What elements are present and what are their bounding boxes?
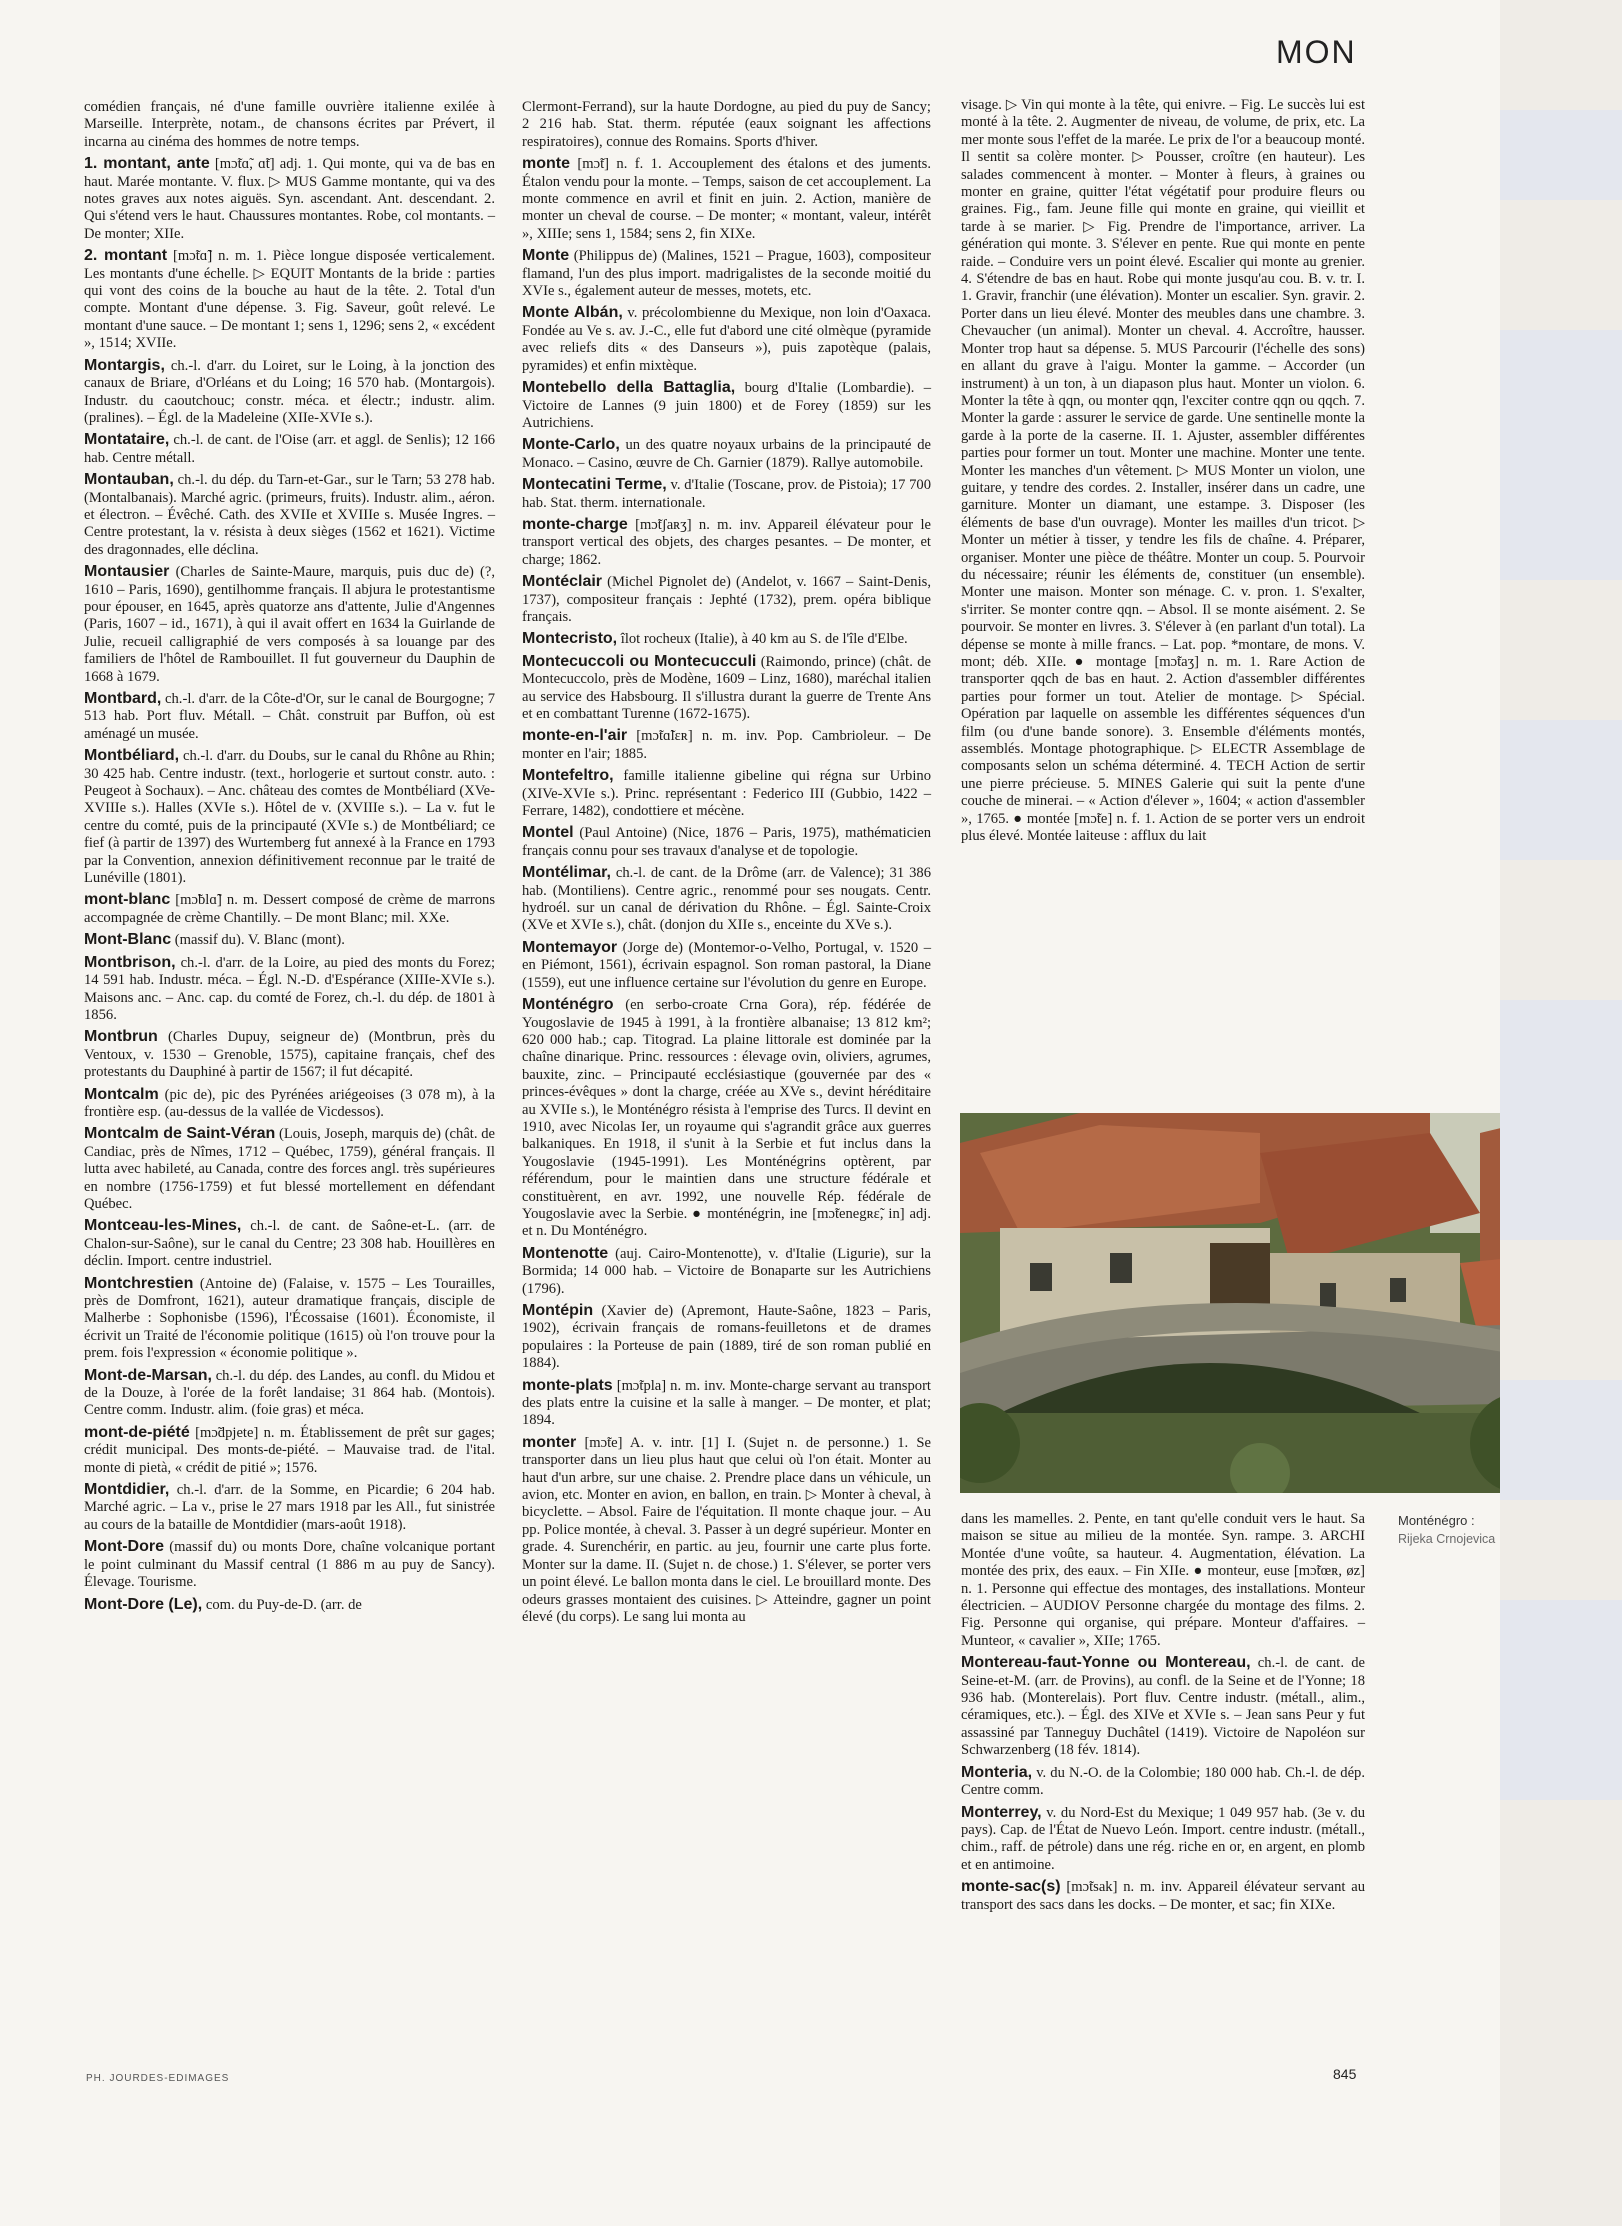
entry: Montbard, ch.-l. d'arr. de la Côte-d'Or, sur le canal de Bourgogne; 7 513 hab. Port fluv. Métall. – Chât. construit par Buffon, où est aménagé un musée. (84, 690, 495, 742)
entry: Clermont-Ferrand), sur la haute Dordogne, au pied du puy de Sancy; 2 216 hab. Stat. therm. réputée (eaux soignant les affections respiratoires), connue des Romains. Sports d'hiver. (522, 99, 931, 150)
entry: Montchrestien (Antoine de) (Falaise, v. 1575 – Les Tourailles, près de Domfront, 1621), auteur dramatique français, disciple de Malherbe : Sophonisbe (1596), l'Écossaise (1601). Économiste, il écrivit un Traité de l'économie politique (1615) où l'on trouve pour la prem. fois l'expression « économie politique ». (84, 1274, 495, 1362)
entry: dans les mamelles. 2. Pente, en tant qu'elle conduit vers le haut. Sa maison se situe au milieu de la montée. Syn. rampe. 3. ARCHI Montée d'une voûte, sa hauteur. 4. Augmentation, élévation. La montée des prix, des eaux. – Fin XIIe. ● monteur, euse [mɔ̃tœʀ, øz] n. 1. Personne qui effectue des montages, des installations. Monteur électricien. – AUDIOV Personne chargée du montage des films. 2. Fig. Personne qui organise, qui prépare. Monteur d'affaires. – Munteor, « cavalier », XIIe; 1765. (961, 1511, 1365, 1649)
entry: monte [mɔ̃t] n. f. 1. Accouplement des étalons et des juments. Étalon vendu pour la monte. – Temps, saison de cet accouplement. La monte commence en avril et finit en juin. 2. Action, manière de monter un cheval de course. – De monter; « montant, valeur, intérêt », XIIIe; sens 1, 1584; sens 2, fin XIXe. (522, 155, 931, 242)
entry: Montélimar, ch.-l. de cant. de la Drôme (arr. de Valence); 31 386 hab. (Montiliens). Centre agric., renommé pour ses nougats. Centr. hydroél. sur un canal de dérivation du Rhône. – Égl. Sainte-Croix (XVe et XVIe s.), chât. (donjon du XIIe s., enceinte du XVe s.). (522, 864, 931, 934)
montenegro-photo (960, 1113, 1564, 1493)
bridge-photo-illustration (960, 1113, 1564, 1493)
entry: Mont-de-Marsan, ch.-l. du dép. des Landes, au confl. du Midou et de la Douze, à l'orée de la forêt landaise; 31 864 hab. (Montois). Centre comm. Industr. alim. (foie gras) et méca. (84, 1366, 495, 1419)
entry: Monterrey, v. du Nord-Est du Mexique; 1 049 957 hab. (3e v. du pays). Cap. de l'État de Nuevo León. Import. centre industr. (métall., chim., raff. de pétrole) dans une rég. riche en or, en argent, en plomb et en antimoine. (961, 1803, 1365, 1873)
column-2 (522, 98, 931, 1630)
entry: Montéclair (Michel Pignolet de) (Andelot, v. 1667 – Saint-Denis, 1737), compositeur français : Jephté (1732), prem. opéra biblique français. (522, 573, 931, 625)
adjacent-page-edge (1500, 0, 1622, 2226)
entry: Monte-Carlo, un des quatre noyaux urbains de la principauté de Monaco. – Casino, œuvre de Ch. Garnier (1879). Rallye automobile. (522, 436, 931, 471)
entry: Montcalm (pic de), pic des Pyrénées ariégeoises (3 078 m), à la frontière esp. (au-dessus de la vallée de Vicdessos). (84, 1085, 495, 1120)
entry: Mont-Blanc (massif du). V. Blanc (mont). (84, 931, 345, 949)
entry: Montataire, ch.-l. de cant. de l'Oise (arr. et aggl. de Senlis); 12 166 hab. Centre métall. (84, 431, 495, 466)
entry: Montceau-les-Mines, ch.-l. de cant. de Saône-et-L. (arr. de Chalon-sur-Saône), sur le canal du Centre; 23 308 hab. Houillères en déclin. Import. centre industriel. (84, 1217, 495, 1270)
entry: Montebello della Battaglia, bourg d'Italie (Lombardie). – Victoire de Lannes (9 juin 1800) et de Forey (1859) sur les Autrichiens. (522, 379, 932, 431)
entry: Montépin (Xavier de) (Apremont, Haute-Saône, 1823 – Paris, 1902), écrivain français de romans-feuilletons et de drames populaires : la Porteuse de pain (1889, tiré de son roman publié en 1884). (522, 1302, 931, 1372)
entry: Montausier (Charles de Sainte-Maure, marquis, puis duc de) (?, 1610 – Paris, 1690), gentilhomme français. Il abjura le protestantisme pour épouser, en 1645, après quatorze ans d'attente, Julie d'Angennes (Paris, 1607 – id., 1671), à qui il avait offert en 1634 la Guirlande de Julie, recueil calligraphié de vers composés à sa louange par des familiers de l'hôtel de Rambouillet. Il fut gouverneur du Dauphin de 1668 à 1679. (84, 563, 495, 685)
entry: Montbrison, ch.-l. d'arr. de la Loire, au pied des monts du Forez; 14 591 hab. Industr. méca. – Égl. N.-D. d'Espérance (XIIIe-XVIe s.). Maisons anc. – Anc. cap. du comté de Forez, ch.-l. du dép. de 1801 à 1856. (84, 953, 496, 1023)
entry: Monténégro (en serbo-croate Crna Gora), rép. fédérée de Yougoslavie de 1945 à 1991, à la frontière albanaise; 13 812 km²; 620 000 hab.; cap. Titograd. La plaine littorale est dominée par la chaîne dinarique. Princ. ressources : élevage ovin, oliviers, agrumes, bauxite, zinc. – Principauté ecclésiastique (gouvernée par des « princes-évêques » dont la charge, créée au XVe s., devint héréditaire au XVIIe s.), le Monténégro résista à l'emprise des Turcs. Il devint en 1910, avec Nicolas Ier, un royaume qui s'agrandit grâce aux guerres balkaniques. En 1918, il s'unit à la Serbie et fut inclus dans la Yougoslavie (1945-1991). Les Monténégrins optèrent, par référendum, pour le maintien dans une structure fédérale et constituèrent, en avr. 1992, une nouvelle Rép. fédérale de Yougoslavie avec la Serbie. ● monténégrin, ine [mɔ̃tenegʀɛ̃, in] adj. et n. Du Monténégro. (522, 996, 931, 1240)
entry: monte-sac(s) [mɔ̃tsak] n. m. inv. Appareil élévateur servant au transport des sacs dans les docks. – De monter, et sac; fin XIXe. (961, 1878, 1366, 1913)
entry: visage. ▷ Vin qui monte à la tête, qui enivre. – Fig. Le succès lui est monté à la tête. 2. Augmenter de niveau, de volume, de prix, etc. La mer monte sous l'effet de la marée. Le prix de l'or a beaucoup monté. Il sentit sa colère monter. ▷ Pousser, croître (en hauteur). Les salades commencent à monter. – Monter à fleurs, à graines ou monter en graine, quitter l'état végétatif pour produire fleurs ou graines. Fig., fam. Jeune fille qui monte en graine, qui vieillit et tarde à se marier. ▷ Fig. Prendre de l'importance, arriver. La génération qui monte. 3. S'élever en pente. Rue qui monte en pente raide. – Conduire vers un point élevé. Escalier qui monte au grenier. 4. S'étendre de bas en haut. Robe qui monte jusqu'au cou. B. v. tr. I. 1. Gravir, franchir (une élévation). Monter un escalier. Syn. gravir. 2. Porter dans un lieu élevé. Monter des meubles dans une chambre. 3. Chevaucher (un animal). Monter un cheval. 4. Accroître, hausser. Monter trop haut sa dépense. 5. MUS Parcourir (l'échelle des sons) en allant du grave à l'aigu. Monter la gamme. – Accorder (un instrument) à un ton, à un diapason plus haut. Monter un violon. 6. Monter la tête à qqn, ou monter qqn, l'exciter contre qqn ou qqch. 7. Monter la garde : assurer le service de garde. Une sentinelle monte la garde à la porte de la caserne. II. 1. Ajuster, assembler différentes parties pour former un tout. Monter une machine. Monter une tente. Monter les manches d'un vêtement. ▷ MUS Monter un violon, une guitare, y tendre des cordes. 2. Installer, insérer dans un cadre, une garniture. Monter un diamant, une estampe. 3. Disposer (les éléments de base d'un ouvrage). Monter les mailles d'un tricot. ▷ Monter un métier à tisser, y tendre les fils de chaîne. 4. Préparer, organiser. Monter une pièce de théâtre. Monter un coup. 5. Pourvoir du nécessaire; réunir les éléments de, constituer (un ensemble). Monter une maison. Monter son ménage. C. v. pron. 1. S'exalter, s'irriter. Se monter contre qqn. – Absol. Il se monte aisément. 2. Se pourvoir. Se monter en livres. 3. S'élever à (en parlant d'un total). La dépense se monte à mille francs. – Lat. pop. *montare, de mons. V. mont; déb. XIIe. ● montage [mɔ̃taʒ] n. m. 1. Rare Action de transporter qqch de bas en haut. 2. Action d'assembler différentes parties pour former un tout. Atelier de montage. ▷ Spécial. Opération par laquelle on assemble les différentes séquences d'un film (ou d'une bande sonore). 3. Ensemble d'éléments montés, assemblés. Montage photographique. ▷ ELECTR Assemblage de composants selon un schéma déterminé. 4. TECH Action de sertir une pierre précieuse. 5. MINES Galerie qui suit la pente d'une couche de minerai. – « Action d'élever », 1604; « action d'assembler », 1765. ● montée [mɔ̃te] n. f. 1. Action de se porter vers un endroit plus élevé. Montée laiteuse : afflux du lait (961, 97, 1366, 845)
entry: Montdidier, ch.-l. d'arr. de la Somme, en Picardie; 6 204 hab. Marché agric. – La v., prise le 27 mars 1918 par les All., fut sinistrée au cours de la bataille de Montdidier (mars-août 1918). (84, 1481, 495, 1533)
entry: Monteria, v. du N.-O. de la Colombie; 180 000 hab. Ch.-l. de dép. Centre comm. (961, 1763, 1365, 1799)
entry: Monte (Philippus de) (Malines, 1521 – Prague, 1603), compositeur flamand, l'un des plus import. madrigalistes de la seconde moitié du XVIe s., également auteur de messes, motets, etc. (522, 247, 931, 300)
entry: 1. montant, ante [mɔ̃tɑ̃, ɑ̃t] adj. 1. Qui monte, qui va de bas en haut. Marée montante. V. flux. ▷ MUS Gamme montante, qui va des notes graves aux notes aiguës. Syn. ascendant. Ant. descendant. 2. Qui s'étend vers le haut. Chaussures montantes. Robe, col montants. – De monter; XIIe. (84, 155, 495, 242)
entry: Montemayor (Jorge de) (Montemor-o-Velho, Portugal, v. 1520 – en Piémont, 1561), écrivain espagnol. Son roman pastoral, la Diane (1559), eut une influence certaine sur l'évolution du genre en Europe. (522, 938, 931, 991)
entry: monter [mɔ̃te] A. v. intr. [1] I. (Sujet n. de personne.) 1. Se transporter dans un lieu plus haut que celui où l'on était. Monter au haut d'un arbre, sur une chaise. 2. Prendre place dans un véhicule, un avion, etc. Monter en avion, en ballon, en train. ▷ Monter à cheval, à bicyclette. – Absol. Faire de l'équitation. Il monte chaque jour. – Au pp. Police montée, à cheval. 3. Passer à un degré supérieur. Monter en grade. 4. Surenchérir, en partic. au jeu, fournir une carte plus forte. Monter sur la dame. II. (Sujet n. de chose.) 1. S'élever, se porter vers un point élevé. Le ballon monta dans le ciel. Le brouillard monte. Des odeurs grasses montaient des cuisines. ▷ Atteindre, gagner un point élevé (du corps). Le sang lui monta au (522, 1433, 931, 1625)
entry: Montefeltro, famille italienne gibeline qui régna sur Urbino (XIVe-XVIe s.). Princ. représentant : Federico III (Gubbio, 1422 – Ferrare, 1482), condottiere et mécène. (522, 767, 931, 820)
column-1 (84, 98, 495, 1618)
entry: Montenotte (auj. Cairo-Montenotte), v. d'Italie (Ligurie), sur la Bormida; 14 000 hab. – Victoire de Bonaparte sur les Autrichiens (1796). (522, 1244, 931, 1297)
entry: Mont-Dore (massif du) ou monts Dore, chaîne volcanique portant le point culminant du Massif central (1 886 m au puy de Sancy). Élevage. Tourisme. (84, 1538, 495, 1591)
entry: monte-charge [mɔ̃tʃaʀʒ] n. m. inv. Appareil élévateur pour le transport vertical des objets, des charges pesantes. – De monter, et charge; 1862. (522, 515, 931, 568)
entry: Mont-Dore (Le), com. du Puy-de-D. (arr. de (84, 1595, 362, 1613)
entry: Montereau-faut-Yonne ou Montereau, ch.-l. de cant. de Seine-et-M. (arr. de Provins), au confl. de la Seine et de l'Yonne; 18 936 hab. (Monterelais). Port fluv. Centre industr. (métall., alim., céramiques, etc.). – Égl. des XIVe et XVIe s. – Jean sans Peur y fut assassiné par Tanneguy Duchâtel (1419). Victoire de Napoléon sur Schwarzenberg (18 fév. 1814). (961, 1654, 1365, 1759)
caption-title: Monténégro : (1398, 1513, 1475, 1528)
entry: Montel (Paul Antoine) (Nice, 1876 – Paris, 1975), mathématicien français connu pour ses travaux d'analyse et de topologie. (522, 824, 931, 859)
entry: monte-plats [mɔ̃tpla] n. m. inv. Monte-charge servant au transport des plats entre la cuisine et la salle à manger. – De monter, et plat; 1894. (522, 1376, 931, 1429)
entry: Montbéliard, ch.-l. d'arr. du Doubs, sur le canal du Rhône au Rhin; 30 425 hab. Centre industr. (text., horlogerie et surtout constr. auto. : Peugeot à Sochaux). – Anc. château des comtes de Montbéliard (XVe-XVIIIe s.). Halles (XVIe s.). Hôtel de v. (XVIIIe s.). – La v. fut le centre du comté, puis de la principauté (XVIe s.) de Montbéliard; ce fief (à partir de 1397) des Wurtemberg fut annexé à la France en 1793 par la Convention, annexion définitivement reconnue par le traité de Lunéville (1801). (84, 747, 495, 887)
entry: Montargis, ch.-l. d'arr. du Loiret, sur le Loing, à la jonction des canaux de Briare, d'Orléans et du Loing; 16 570 hab. (Montargois). Industr. du caoutchouc; constr. méca. et électr.; industr. alim. (pralines). – Égl. de la Madeleine (XIIe-XVIe s.). (84, 356, 495, 426)
entry: monte-en-l'air [mɔ̃tɑ̃lɛʀ] n. m. inv. Pop. Cambrioleur. – De monter en l'air; 1885. (522, 727, 931, 762)
entry: 2. montant [mɔ̃tɑ̃] n. m. 1. Pièce longue disposée verticalement. Les montants d'une échelle. ▷ EQUIT Montants de la bride : parties qui vont des coins de la bouche au haut de la tête. 2. Total d'un compte. Montant d'une dépense. 3. Fig. Saveur, goût relevé. Le montant d'une sauce. – De montant 1; sens 1, 1296; sens 2, « excédent », 1514; XVIIe. (84, 247, 496, 352)
entry: Montecatini Terme, v. d'Italie (Toscane, prov. de Pistoia); 17 700 hab. Stat. therm. internationale. (522, 476, 931, 511)
page-number: 845 (1333, 2066, 1357, 2082)
entry: Monte Albán, v. précolombienne du Mexique, non loin d'Oaxaca. Fondée au Ve s. av. J.-C., elle fut d'abord une cité olmèque (pyramide avec reliefs dits « des Danseurs »), puis zapotèque (palais, pyramides) et enfin mixtèque. (522, 304, 931, 374)
photo-caption (1398, 1512, 1495, 1548)
entry: Montecuccoli ou Montecucculi (Raimondo, prince) (chât. de Montecuccolo, près de Modène, 1609 – Linz, 1680), maréchal italien au service des Habsbourg. Il s'illustra durant la guerre de Trente Ans et en combattant Turenne (1672-1675). (522, 652, 931, 722)
entry: Montauban, ch.-l. du dép. du Tarn-et-Gar., sur le Tarn; 53 278 hab. (Montalbanais). Marché agric. (primeurs, fruits). Industr. alim., aéron. et électron. – Évêché. Cath. des XVIIe et XVIIIe s. Musée Ingres. – Centre protestant, la v. résista à deux sièges (1562 et 1621). Victime des dragonnades, elle déclina. (84, 471, 495, 558)
entry: Montecristo, îlot rocheux (Italie), à 40 km au S. de l'île d'Elbe. (522, 630, 908, 648)
entry: mont-de-piété [mɔ̃dpjete] n. m. Établissement de prêt sur gages; crédit municipal. Des monts-de-piété. – Mauvaise trad. de l'ital. monte di pietà, « crédit de pitié »; 1576. (84, 1423, 495, 1476)
column-3-bottom (961, 1510, 1365, 1918)
entry: Montcalm de Saint-Véran (Louis, Joseph, marquis de) (chât. de Candiac, près de Nîmes, 1712 – Québec, 1759), général français. Il lutta avec habileté, au Canada, contre des forces angl. très supérieures en nombre (1756-1759) et fut blessé mortellement en défendant Québec. (84, 1125, 495, 1212)
running-head: MON (1276, 34, 1357, 70)
caption-place: Rijeka Crnojevica (1398, 1532, 1496, 1546)
entry: mont-blanc [mɔ̃blɑ̃] n. m. Dessert composé de crème de marrons accompagnée de crème Chantilly. – De mont Blanc; mil. XXe. (84, 891, 495, 926)
column-3-top (961, 96, 1365, 849)
entry: Montbrun (Charles Dupuy, seigneur de) (Montbrun, près du Ventoux, v. 1530 – Grenoble, 1575), capitaine français, chef des protestants du Dauphiné à partir de 1567; il fut décapité. (84, 1028, 495, 1081)
entry: comédien français, né d'une famille ouvrière italienne exilée à Marseille. Interprète, notam., de chansons écrites par Prévert, il incarna au cinéma des hommes de notre temps. (84, 99, 495, 150)
photo-credit: PH. JOURDES-EDIMAGES (86, 2073, 230, 2084)
